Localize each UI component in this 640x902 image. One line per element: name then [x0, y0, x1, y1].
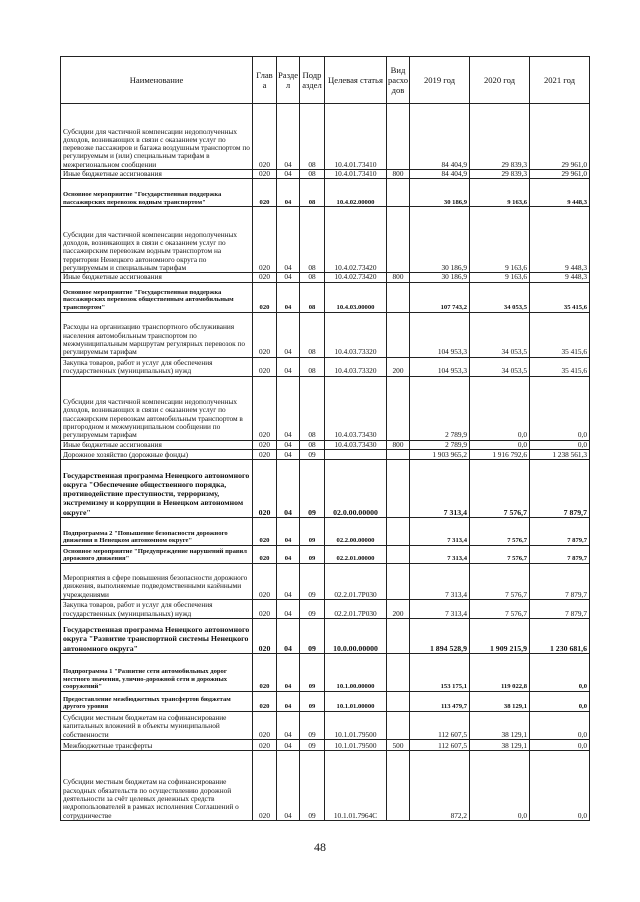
- cell-y2019: 7 313,4: [410, 517, 470, 545]
- cell-y2021: 0,0: [530, 376, 590, 440]
- cell-glava: 020: [253, 599, 277, 618]
- cell-podrazdel: 09: [300, 691, 325, 711]
- header-razdel: Разде л: [277, 57, 300, 104]
- cell-y2020: 38 129,1: [470, 691, 530, 711]
- cell-glava: 020: [253, 273, 277, 282]
- cell-name: Закупка товаров, работ и услуг для обеспечения государственных (муниципальных) нужд: [61, 357, 253, 376]
- cell-stat: 10.4.02.73420: [325, 207, 387, 273]
- cell-podrazdel: 09: [300, 653, 325, 691]
- cell-glava: 020: [253, 459, 277, 517]
- cell-y2021: 29 961,0: [530, 104, 590, 170]
- cell-podrazdel: 08: [300, 170, 325, 179]
- header-vid: Вид расхо дов: [387, 57, 410, 104]
- cell-podrazdel: 08: [300, 357, 325, 376]
- cell-y2019: 30 186,9: [410, 207, 470, 273]
- cell-razdel: 04: [277, 563, 300, 599]
- cell-name: Основное мероприятие "Государственная поддержка пассажирских перевозок общественным автомобильным транспортом": [61, 282, 253, 312]
- cell-y2020: 29 839,3: [470, 170, 530, 179]
- cell-vid: [387, 653, 410, 691]
- cell-name: Иные бюджетные ассигнования: [61, 273, 253, 282]
- cell-razdel: 04: [277, 282, 300, 312]
- table-row: [61, 357, 590, 376]
- cell-razdel: 04: [277, 545, 300, 563]
- cell-podrazdel: 08: [300, 440, 325, 449]
- table-row: [61, 691, 590, 711]
- cell-stat: 10.1.01.79500: [325, 739, 387, 750]
- cell-name: Мероприятия в сфере повышения безопасности дорожного движения, выполняемые подведомственными казёнными учреждениями: [61, 563, 253, 599]
- cell-name: Межбюджетные трансферты: [61, 739, 253, 750]
- cell-y2020: 119 022,8: [470, 653, 530, 691]
- table-row: [61, 599, 590, 618]
- cell-name: Субсидии местным бюджетам на софинансирование капитальных вложений в объекты муниципальной собственности: [61, 711, 253, 739]
- cell-y2019: 872,2: [410, 750, 470, 820]
- cell-y2019: 113 479,7: [410, 691, 470, 711]
- cell-razdel: 04: [277, 739, 300, 750]
- cell-podrazdel: 09: [300, 449, 325, 459]
- table-row: [61, 517, 590, 545]
- cell-stat: 02.2.00.00000: [325, 517, 387, 545]
- cell-razdel: 04: [277, 312, 300, 357]
- cell-razdel: 04: [277, 691, 300, 711]
- table-row: [61, 376, 590, 440]
- budget-table-page: [60, 56, 589, 821]
- cell-podrazdel: 09: [300, 563, 325, 599]
- cell-stat: 10.4.03.73430: [325, 376, 387, 440]
- cell-glava: 020: [253, 207, 277, 273]
- budget-table: [60, 56, 590, 821]
- cell-vid: [387, 691, 410, 711]
- cell-razdel: 04: [277, 711, 300, 739]
- cell-y2021: 7 879,7: [530, 459, 590, 517]
- cell-name: Субсидии местным бюджетам на софинансирование расходных обязательств по осуществлению дорожной деятельности за счёт целевых денежных средств недропользователей в рамках исполнения Соглашений о сотрудничестве: [61, 750, 253, 820]
- cell-y2020: 38 129,1: [470, 739, 530, 750]
- cell-vid: 800: [387, 440, 410, 449]
- page-number: 48: [314, 840, 326, 854]
- cell-glava: 020: [253, 563, 277, 599]
- cell-name: Субсидии для частичной компенсации недополученных доходов, возникающих в связи с оказанием услуг по перевозке пассажиров и багажа воздушным транспортом по регулируемым и (или) специальным тарифам в межрегиональном сообщении: [61, 104, 253, 170]
- cell-podrazdel: 08: [300, 104, 325, 170]
- cell-stat: 10.1.01.00000: [325, 691, 387, 711]
- cell-vid: [387, 282, 410, 312]
- table-row: [61, 459, 590, 517]
- cell-podrazdel: 09: [300, 517, 325, 545]
- cell-vid: 800: [387, 170, 410, 179]
- cell-razdel: 04: [277, 273, 300, 282]
- cell-glava: 020: [253, 517, 277, 545]
- cell-y2019: 2 789,9: [410, 440, 470, 449]
- cell-vid: [387, 563, 410, 599]
- header-glava: Глав а: [253, 57, 277, 104]
- cell-glava: 020: [253, 104, 277, 170]
- cell-y2019: 7 313,4: [410, 563, 470, 599]
- cell-name: Государственная программа Ненецкого автономного округа "Развитие транспортной системы Ненецкого автономного округа": [61, 618, 253, 653]
- cell-y2019: 104 953,3: [410, 357, 470, 376]
- cell-stat: 10.4.01.73410: [325, 170, 387, 179]
- cell-podrazdel: 09: [300, 545, 325, 563]
- cell-stat: 02.2.01.00000: [325, 545, 387, 563]
- cell-y2020: 0,0: [470, 440, 530, 449]
- cell-glava: 020: [253, 545, 277, 563]
- cell-y2020: 0,0: [470, 376, 530, 440]
- cell-stat: 10.1.00.00000: [325, 653, 387, 691]
- cell-vid: [387, 618, 410, 653]
- cell-vid: [387, 312, 410, 357]
- cell-y2021: 29 961,0: [530, 170, 590, 179]
- table-row: [61, 273, 590, 282]
- cell-stat: 10.0.00.00000: [325, 618, 387, 653]
- cell-stat: 10.4.03.73430: [325, 440, 387, 449]
- cell-y2020: 7 576,7: [470, 459, 530, 517]
- cell-vid: [387, 517, 410, 545]
- cell-stat: 02.2.01.7Р030: [325, 563, 387, 599]
- cell-stat: 10.4.03.73320: [325, 357, 387, 376]
- cell-y2020: 7 576,7: [470, 545, 530, 563]
- cell-podrazdel: 09: [300, 711, 325, 739]
- cell-y2021: 0,0: [530, 750, 590, 820]
- cell-vid: [387, 449, 410, 459]
- cell-vid: [387, 376, 410, 440]
- cell-glava: 020: [253, 282, 277, 312]
- cell-name: Основное мероприятие "Государственная поддержка пассажирских перевозок водным транспортом": [61, 179, 253, 207]
- table-row: [61, 312, 590, 357]
- cell-vid: 500: [387, 739, 410, 750]
- cell-name: Государственная программа Ненецкого автономного округа "Обеспечение общественного порядка, противодействие преступности, терроризму, экстремизму и коррупции в Ненецком автономном округе": [61, 459, 253, 517]
- cell-vid: [387, 750, 410, 820]
- cell-razdel: 04: [277, 653, 300, 691]
- cell-y2021: 7 879,7: [530, 517, 590, 545]
- cell-y2019: 30 186,9: [410, 273, 470, 282]
- cell-y2021: 35 415,6: [530, 282, 590, 312]
- cell-y2020: 9 163,6: [470, 273, 530, 282]
- cell-stat: 10.1.01.79500: [325, 711, 387, 739]
- cell-y2021: 0,0: [530, 711, 590, 739]
- cell-y2020: 7 576,7: [470, 599, 530, 618]
- table-row: [61, 563, 590, 599]
- cell-y2020: 1 916 792,6: [470, 449, 530, 459]
- cell-podrazdel: 08: [300, 207, 325, 273]
- cell-razdel: 04: [277, 440, 300, 449]
- cell-y2020: 0,0: [470, 750, 530, 820]
- cell-name: Расходы на организацию транспортного обслуживания населения автомобильным транспортом по межмуниципальным маршрутам регулярных перевозок по регулируемым тарифам: [61, 312, 253, 357]
- cell-y2020: 9 163,6: [470, 179, 530, 207]
- cell-glava: 020: [253, 691, 277, 711]
- table-row: [61, 545, 590, 563]
- cell-stat: 10.4.03.73320: [325, 312, 387, 357]
- cell-razdel: 04: [277, 376, 300, 440]
- cell-name: Подпрограмма 1 "Развитие сети автомобильных дорог местного значения, улично-дорожной сети и дорожных сооружений": [61, 653, 253, 691]
- cell-name: Иные бюджетные ассигнования: [61, 170, 253, 179]
- cell-y2019: 7 313,4: [410, 545, 470, 563]
- cell-y2021: 0,0: [530, 691, 590, 711]
- cell-y2020: 7 576,7: [470, 517, 530, 545]
- cell-glava: 020: [253, 750, 277, 820]
- table-row: [61, 179, 590, 207]
- cell-y2021: 9 448,3: [530, 179, 590, 207]
- cell-y2021: 9 448,3: [530, 273, 590, 282]
- table-row: [61, 170, 590, 179]
- cell-y2019: 1 894 528,9: [410, 618, 470, 653]
- table-row: [61, 104, 590, 170]
- table-row: [61, 739, 590, 750]
- cell-podrazdel: 08: [300, 179, 325, 207]
- table-row: [61, 282, 590, 312]
- cell-stat: 10.4.02.00000: [325, 179, 387, 207]
- cell-stat: [325, 449, 387, 459]
- cell-y2020: 9 163,6: [470, 207, 530, 273]
- cell-podrazdel: 09: [300, 739, 325, 750]
- cell-glava: 020: [253, 711, 277, 739]
- cell-glava: 020: [253, 170, 277, 179]
- header-stat: Целевая статья: [325, 57, 387, 104]
- cell-podrazdel: 08: [300, 273, 325, 282]
- cell-glava: 020: [253, 449, 277, 459]
- cell-y2019: 104 953,3: [410, 312, 470, 357]
- cell-y2019: 84 404,9: [410, 104, 470, 170]
- cell-podrazdel: 09: [300, 750, 325, 820]
- cell-razdel: 04: [277, 449, 300, 459]
- table-row: [61, 449, 590, 459]
- cell-podrazdel: 08: [300, 376, 325, 440]
- header-2020: 2020 год: [470, 57, 530, 104]
- cell-y2021: 7 879,7: [530, 563, 590, 599]
- header-2019: 2019 год: [410, 57, 470, 104]
- cell-y2021: 0,0: [530, 440, 590, 449]
- header-name: Наименование: [61, 57, 253, 104]
- cell-stat: 02.2.01.7Р030: [325, 599, 387, 618]
- cell-name: Основное мероприятие "Предупреждение нарушений правил дорожного движения": [61, 545, 253, 563]
- cell-glava: 020: [253, 179, 277, 207]
- cell-vid: 200: [387, 599, 410, 618]
- table-row: [61, 750, 590, 820]
- cell-razdel: 04: [277, 104, 300, 170]
- cell-y2020: 34 053,5: [470, 282, 530, 312]
- cell-name: Субсидии для частичной компенсации недополученных доходов, возникающих в связи с оказанием услуг по пассажирским перевозкам автомобильным транспортом в пригородном и межмуниципальном сообщении по регулируемым тарифам: [61, 376, 253, 440]
- cell-stat: 02.0.00.00000: [325, 459, 387, 517]
- cell-razdel: 04: [277, 750, 300, 820]
- cell-y2021: 35 415,6: [530, 312, 590, 357]
- cell-razdel: 04: [277, 599, 300, 618]
- cell-glava: 020: [253, 653, 277, 691]
- cell-name: Подпрограмма 2 "Повышение безопасности дорожного движения в Ненецком автономном округе": [61, 517, 253, 545]
- cell-y2021: 7 879,7: [530, 545, 590, 563]
- cell-y2019: 7 313,4: [410, 599, 470, 618]
- cell-y2020: 29 839,3: [470, 104, 530, 170]
- header-2021: 2021 год: [530, 57, 590, 104]
- cell-razdel: 04: [277, 517, 300, 545]
- cell-y2019: 112 607,5: [410, 739, 470, 750]
- cell-glava: 020: [253, 357, 277, 376]
- cell-glava: 020: [253, 376, 277, 440]
- cell-glava: 020: [253, 312, 277, 357]
- cell-razdel: 04: [277, 179, 300, 207]
- table-row: [61, 440, 590, 449]
- cell-y2020: 38 129,1: [470, 711, 530, 739]
- cell-y2019: 153 175,1: [410, 653, 470, 691]
- cell-glava: 020: [253, 618, 277, 653]
- cell-razdel: 04: [277, 170, 300, 179]
- cell-razdel: 04: [277, 459, 300, 517]
- cell-y2020: 34 053,5: [470, 312, 530, 357]
- cell-razdel: 04: [277, 618, 300, 653]
- cell-vid: [387, 179, 410, 207]
- cell-y2021: 1 238 561,3: [530, 449, 590, 459]
- cell-y2019: 1 903 965,2: [410, 449, 470, 459]
- table-row: [61, 207, 590, 273]
- cell-y2021: 1 230 681,6: [530, 618, 590, 653]
- header-podrazdel: Подр аздел: [300, 57, 325, 104]
- cell-name: Субсидии для частичной компенсации недополученных доходов, возникающих в связи с оказанием услуг по пассажирским перевозкам водным транспортом на территории Ненецкого автономного округа по регулируемым и специальным тарифам: [61, 207, 253, 273]
- cell-stat: 10.4.01.73410: [325, 104, 387, 170]
- cell-y2019: 107 743,2: [410, 282, 470, 312]
- cell-y2021: 7 879,7: [530, 599, 590, 618]
- cell-name: Предоставление межбюджетных трансфертов бюджетам другого уровня: [61, 691, 253, 711]
- table-row: [61, 711, 590, 739]
- table-header-row: [61, 57, 590, 104]
- cell-stat: 10.1.01.7964С: [325, 750, 387, 820]
- table-row: [61, 618, 590, 653]
- cell-stat: 10.4.02.73420: [325, 273, 387, 282]
- cell-vid: [387, 459, 410, 517]
- cell-vid: 200: [387, 357, 410, 376]
- cell-y2019: 2 789,9: [410, 376, 470, 440]
- cell-y2020: 34 053,5: [470, 357, 530, 376]
- cell-y2019: 112 607,5: [410, 711, 470, 739]
- cell-stat: 10.4.03.00000: [325, 282, 387, 312]
- cell-vid: [387, 711, 410, 739]
- cell-y2019: 7 313,4: [410, 459, 470, 517]
- cell-y2021: 0,0: [530, 653, 590, 691]
- cell-vid: [387, 104, 410, 170]
- cell-y2019: 84 404,9: [410, 170, 470, 179]
- cell-razdel: 04: [277, 207, 300, 273]
- cell-vid: [387, 545, 410, 563]
- cell-glava: 020: [253, 739, 277, 750]
- table-row: [61, 653, 590, 691]
- cell-y2020: 1 909 215,9: [470, 618, 530, 653]
- cell-glava: 020: [253, 440, 277, 449]
- cell-y2019: 30 186,9: [410, 179, 470, 207]
- cell-y2020: 7 576,7: [470, 563, 530, 599]
- cell-podrazdel: 09: [300, 459, 325, 517]
- cell-name: Иные бюджетные ассигнования: [61, 440, 253, 449]
- cell-podrazdel: 08: [300, 312, 325, 357]
- cell-name: Дорожное хозяйство (дорожные фонды): [61, 449, 253, 459]
- cell-y2021: 0,0: [530, 739, 590, 750]
- cell-podrazdel: 09: [300, 618, 325, 653]
- cell-vid: [387, 207, 410, 273]
- cell-y2021: 35 415,6: [530, 357, 590, 376]
- cell-podrazdel: 09: [300, 599, 325, 618]
- cell-podrazdel: 08: [300, 282, 325, 312]
- cell-razdel: 04: [277, 357, 300, 376]
- cell-name: Закупка товаров, работ и услуг для обеспечения государственных (муниципальных) нужд: [61, 599, 253, 618]
- cell-y2021: 9 448,3: [530, 207, 590, 273]
- cell-vid: 800: [387, 273, 410, 282]
